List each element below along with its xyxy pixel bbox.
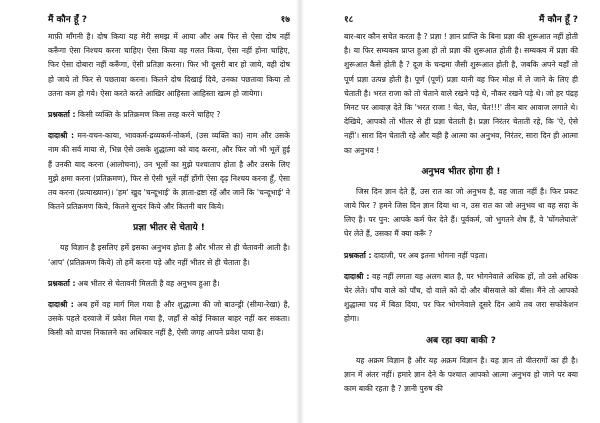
left-question-2	[48, 277, 290, 291]
right-answer-1	[344, 270, 578, 327]
dadashri-label: दादाश्री :	[48, 300, 74, 310]
left-header-title: मैं कौन हूँ ?	[48, 15, 88, 25]
left-page-number: १७	[280, 15, 290, 25]
left-question-1	[48, 108, 290, 122]
question-text: किसी व्यक्ति के प्रतिक्रमण किस तरह करने चाहिए ?	[77, 110, 221, 120]
right-header-title: मैं कौन हूँ ?	[538, 15, 578, 25]
right-question-1	[344, 249, 578, 263]
right-paragraph-1: बार-बार कौन सचेत करता है ? प्रज्ञा ! ज्ञान प्राप्ति के बिना प्रज्ञा की शुरूआत नहीं होती है। या फिर सम्यक्त्व प्राप्त हुआ हो तो प्रज्ञा की शुरूआत होती है। सम्यक्त्व में प्रज्ञा की शुरूआत कैसे होती है ? दूज के चन्द्रमा जैसी शुरूआत होती है, जबकि अपने यहाँ तो पूर्ण प्रज्ञा उत्पन्न होती है। पूर्ण (पूर्ण) प्रज्ञा यानी वह फिर मोक्ष में ले जाने के लिए ही चेताती है। भरत राजा को तो चेताने वाले रखने पड़े थे, नौकर रखने पड़े थे। जो हर पंद्रह मिनट पर आवाज़ देते कि 'भरत राजा ! चेत, चेत, चेत!!!' तीन बार आवाज लगाते थे। देखिये, आपको तो भीतर से ही प्रज्ञा चेताती है। प्रज्ञा निरंतर चेताती रहे, कि 'ऐ, ऐसे नहीं'। सारा दिन चेताती रहे और यही है आत्मा का अनुभव, निरंतर, सारा दिन ही आत्मा का अनुभव !	[344, 32, 578, 155]
right-page	[300, 0, 600, 423]
questioner-label: प्रश्नकर्ता :	[48, 278, 76, 288]
book-gutter	[296, 0, 304, 423]
right-section-title-2: अब रहा क्या बाकी ?	[426, 335, 496, 346]
right-page-header	[344, 12, 578, 30]
left-page-header	[48, 12, 290, 30]
left-answer-2	[48, 298, 290, 341]
answer-text: वह नहीं लगता यह अलग बात है, पर भोगनेवाले अधिक हों, तो उसे अधिक चेर लेते। पाँच वाले को पाँच, दो वाले को दो और बीसवाले को बीस। मैंने तो आपको शुद्धात्मा पद में बिठा दिया, पर फिर भोगनेवाले दूसरे दिन आये तब जरा सफोकेशन होगा।	[344, 271, 578, 324]
right-paragraph-3: यह अक्रम विज्ञान है और यह अक्रम विज्ञान है। यह ज्ञान तो वीतरागों का ही है। ज्ञान में अंतर नहीं। हमारे ज्ञान देने के पश्चात आपको आत्मा अनुभव हो जाने पर क्या काम बाकी रहता है ? ज्ञानी पुरुष की	[344, 355, 578, 394]
question-text: अब भीतर से चेतावनी मिलती है वह अनुभव हुआ है।	[77, 278, 220, 288]
question-text: दादाजी, पर अब इतना भोगना नहीं पड़ता।	[373, 250, 488, 260]
right-page-number: १८	[344, 15, 354, 25]
right-paragraph-2: जिस दिन ज्ञान देते हैं, उस रात का जो अनुभव है, वह जाता नहीं है। फिर प्रकट जाये फिर ? हमने जिस दिन ज्ञान दिया था न, उस रात का जो अनुभव था वह सदा के लिए है। पर पुन: आपके कर्म फेर देते हैं। पूर्वकर्म, जो भुगतने शेष हैं, वे 'घोंगलेघाले' घेर लेते हैं, उसका मैं क्या करूँ ?	[344, 186, 578, 239]
right-section-title-1: अनुभव भीतर होगा ही !	[421, 166, 501, 177]
dadashri-label: दादाश्री :	[344, 271, 370, 281]
dadashri-label: दादाश्री :	[48, 131, 74, 141]
left-section-title: प्रज्ञा भीतर से चेताये !	[133, 223, 205, 234]
questioner-label: प्रश्नकर्ता :	[344, 250, 372, 260]
left-paragraph-2: यह विज्ञान है इसलिए हमें इसका अनुभव होता है और भीतर से ही चेतावनी आती है। 'आप' (प्रतिक्रमण किये) तो हमें करना पड़े और नहीं भीतर से ही चेताता है।	[48, 243, 290, 267]
questioner-label: प्रश्नकर्ता :	[48, 110, 76, 120]
answer-text: मन-वचन-काया, भावकर्म-द्रव्यकर्म-नोकर्म, (उस व्यक्ति का) नाम और उसके नाम की सर्व माया से, भिन्न ऐसे उसके शुद्धात्मा को याद करना, और फिर जो भी भूलें हुई हैं उनकी याद करना (आलोचना), उन भूलों का मुझे पश्चाताप होता है और उसके लिए मुझे क्षमा करना (प्रतिक्रमण), फिर से ऐसी भूलें नहीं होंगी ऐसा दृढ़ निश्चय करना हूँ, ऐसा तय करना (प्रत्याख्यान)। 'हम' खुद 'चन्दूभाई' के ज्ञाता-द्रष्टा रहें और जानें कि 'चन्दूभाई' ने कितने प्रतिक्रमण किये, कितने सुन्दर किये और कितनी बार किये।	[48, 131, 290, 212]
left-answer-1	[48, 129, 290, 214]
left-paragraph-1: माफ़ी माँगनी है। दोष किया यह मेरी समझ में आया और अब फिर से ऐसा दोष नहीं करूँगा ऐसा निश्चय करना चाहिए। ऐसा किया वह गलत किया, ऐसा नहीं होना चाहिए, फिर ऐसा दोबारा नहीं करूँगा, ऐसी प्रतिज्ञा करना। फिर भी दूसरी बार हो जाये, वही दोष हो जाये तो फिर से पछतावा करना। कितने दोष दिखाई दिये, उनका पछतावा किया तो उतना कम हो गये। ऐसा करते करते आखिर आहिस्ता आहिस्ता खत्म हो जायेगा।	[48, 32, 290, 98]
answer-text: अब हमें वह मार्ग मिल गया है और शुद्धात्मा की जो बाउन्ड्री (सीमा-रेखा) है, उसके पहले दरवाजे में प्रवेश मिल गया है, जहाँ से कोई निकाल बाहर नहीं कर सकता। किसी को वापस निकालने का अधिकार नहीं है, ऐसी जगह आपने प्रवेश पाया है।	[48, 300, 290, 338]
